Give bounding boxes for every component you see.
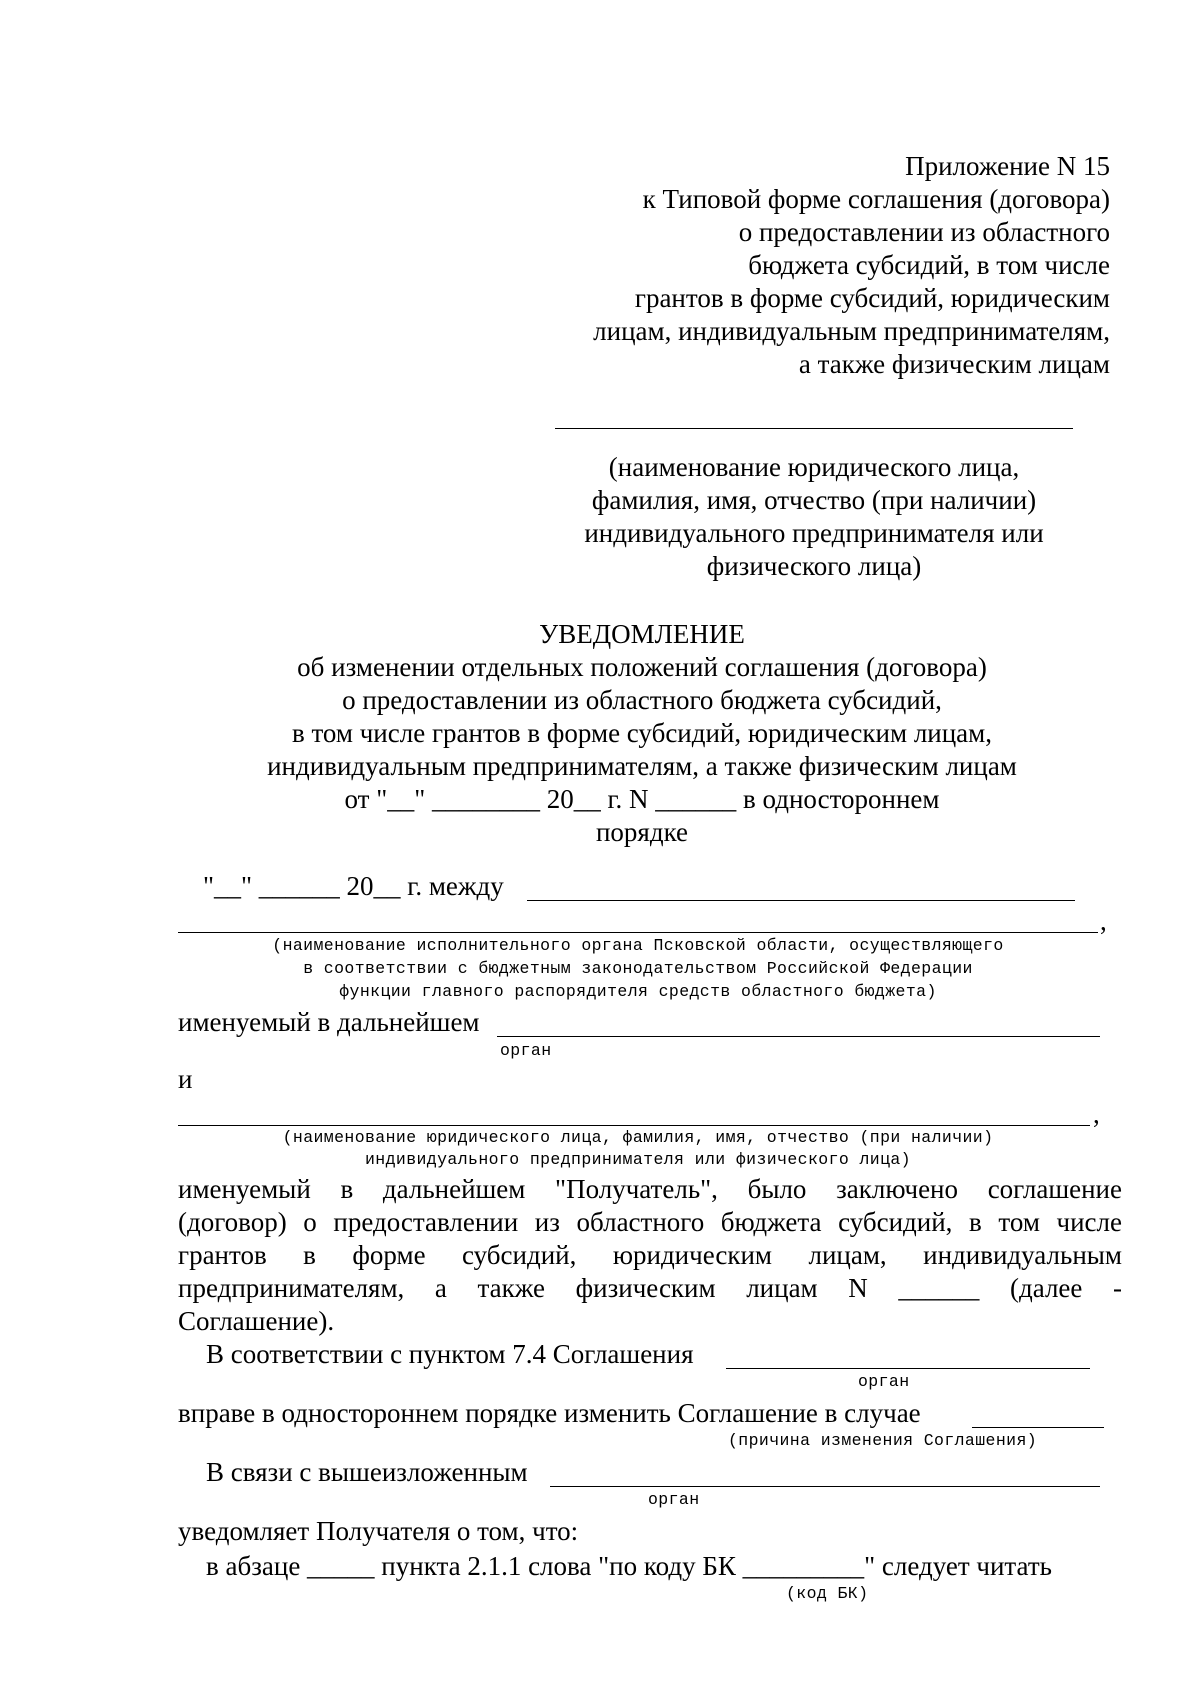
notice-subtitle-line: порядке	[595, 817, 689, 847]
named-label: именуемый в дальнейшем	[178, 1007, 480, 1037]
organ-caption-small: орган	[500, 1041, 552, 1060]
organ-name-field[interactable]	[178, 932, 1098, 933]
paragraph-line: именуемый в дальнейшем "Получатель", было заключено соглашение	[178, 1174, 1122, 1204]
legal-caption-line: индивидуального предпринимателя или физического лица)	[365, 1150, 911, 1169]
organ-caption-line: в соответствии с бюджетным законодательством Российской Федерации	[303, 959, 973, 978]
in-connection-label: В связи с вышеизложенным	[206, 1457, 528, 1487]
notice-subtitle-line: об изменении отдельных положений соглашения (договора)	[297, 652, 987, 682]
appendix-line: о предоставлении из областного	[738, 217, 1110, 247]
reason-field[interactable]	[972, 1427, 1104, 1428]
agreement-date-line: "__" ______ 20__ г. между	[203, 871, 504, 901]
notice-date-line: от "__" ________ 20__ г. N ______ в одностороннем	[344, 784, 940, 814]
between-field[interactable]	[527, 900, 1075, 901]
recipient-caption-line: индивидуального предпринимателя или	[584, 518, 1044, 548]
paragraph-line: предпринимателям, а также физическим лицам N ______ (далее -	[178, 1273, 1122, 1303]
paragraph-line: грантов в форме субсидий, юридическим лицам, индивидуальным	[178, 1240, 1122, 1270]
reason-caption: (причина изменения Соглашения)	[728, 1431, 1038, 1450]
connection-organ-field[interactable]	[550, 1486, 1100, 1487]
clause-7-4-label: В соответствии с пунктом 7.4 Соглашения	[206, 1339, 694, 1369]
comma: ,	[1100, 906, 1107, 936]
appendix-line: бюджета субсидий, в том числе	[748, 250, 1110, 280]
legal-caption-line: (наименование юридического лица, фамилия, имя, отчество (при наличии)	[282, 1128, 994, 1147]
appendix-line: а также физическим лицам	[798, 349, 1110, 379]
appendix-line: Приложение N 15	[905, 151, 1110, 181]
organ-caption-line: функции главного распорядителя средств областного бюджета)	[339, 982, 937, 1001]
and-word: и	[178, 1064, 193, 1094]
recipient-caption-line: (наименование юридического лица,	[608, 452, 1020, 482]
clause-organ-field[interactable]	[726, 1368, 1090, 1369]
appendix-line: грантов в форме субсидий, юридическим	[634, 283, 1110, 313]
legal-entity-field[interactable]	[178, 1125, 1090, 1126]
appendix-line: лицам, индивидуальным предпринимателям,	[593, 316, 1110, 346]
paragraph-line: (договор) о предоставлении из областного бюджета субсидий, в том числе	[178, 1207, 1122, 1237]
paragraph-change-line: в абзаце _____ пункта 2.1.1 слова "по коду БК _________" следует читать	[206, 1551, 1052, 1581]
comma: ,	[1093, 1099, 1100, 1129]
paragraph-line: Соглашение).	[178, 1306, 335, 1336]
named-organ-field[interactable]	[497, 1036, 1100, 1037]
right-to-change: вправе в одностороннем порядке изменить Соглашение в случае	[178, 1398, 921, 1428]
organ-caption-line: (наименование исполнительного органа Псковской области, осуществляющего	[272, 936, 1004, 955]
notice-subtitle-line: о предоставлении из областного бюджета субсидий,	[342, 685, 942, 715]
organ-caption-small: орган	[648, 1490, 700, 1509]
recipient-caption-line: фамилия, имя, отчество (при наличии)	[591, 485, 1037, 515]
notice-subtitle-line: индивидуальным предпринимателям, а также физическим лицам	[267, 751, 1017, 781]
recipient-field[interactable]	[555, 428, 1073, 429]
organ-caption-small: орган	[858, 1372, 910, 1391]
recipient-caption-line: физического лица)	[706, 551, 922, 581]
appendix-line: к Типовой форме соглашения (договора)	[642, 184, 1110, 214]
kbk-caption: (код БК)	[786, 1584, 869, 1603]
notice-subtitle-line: в том числе грантов в форме субсидий, юридическим лицам,	[291, 718, 993, 748]
notifies-line: уведомляет Получателя о том, что:	[178, 1516, 579, 1546]
notice-title: УВЕДОМЛЕНИЕ	[539, 619, 745, 649]
